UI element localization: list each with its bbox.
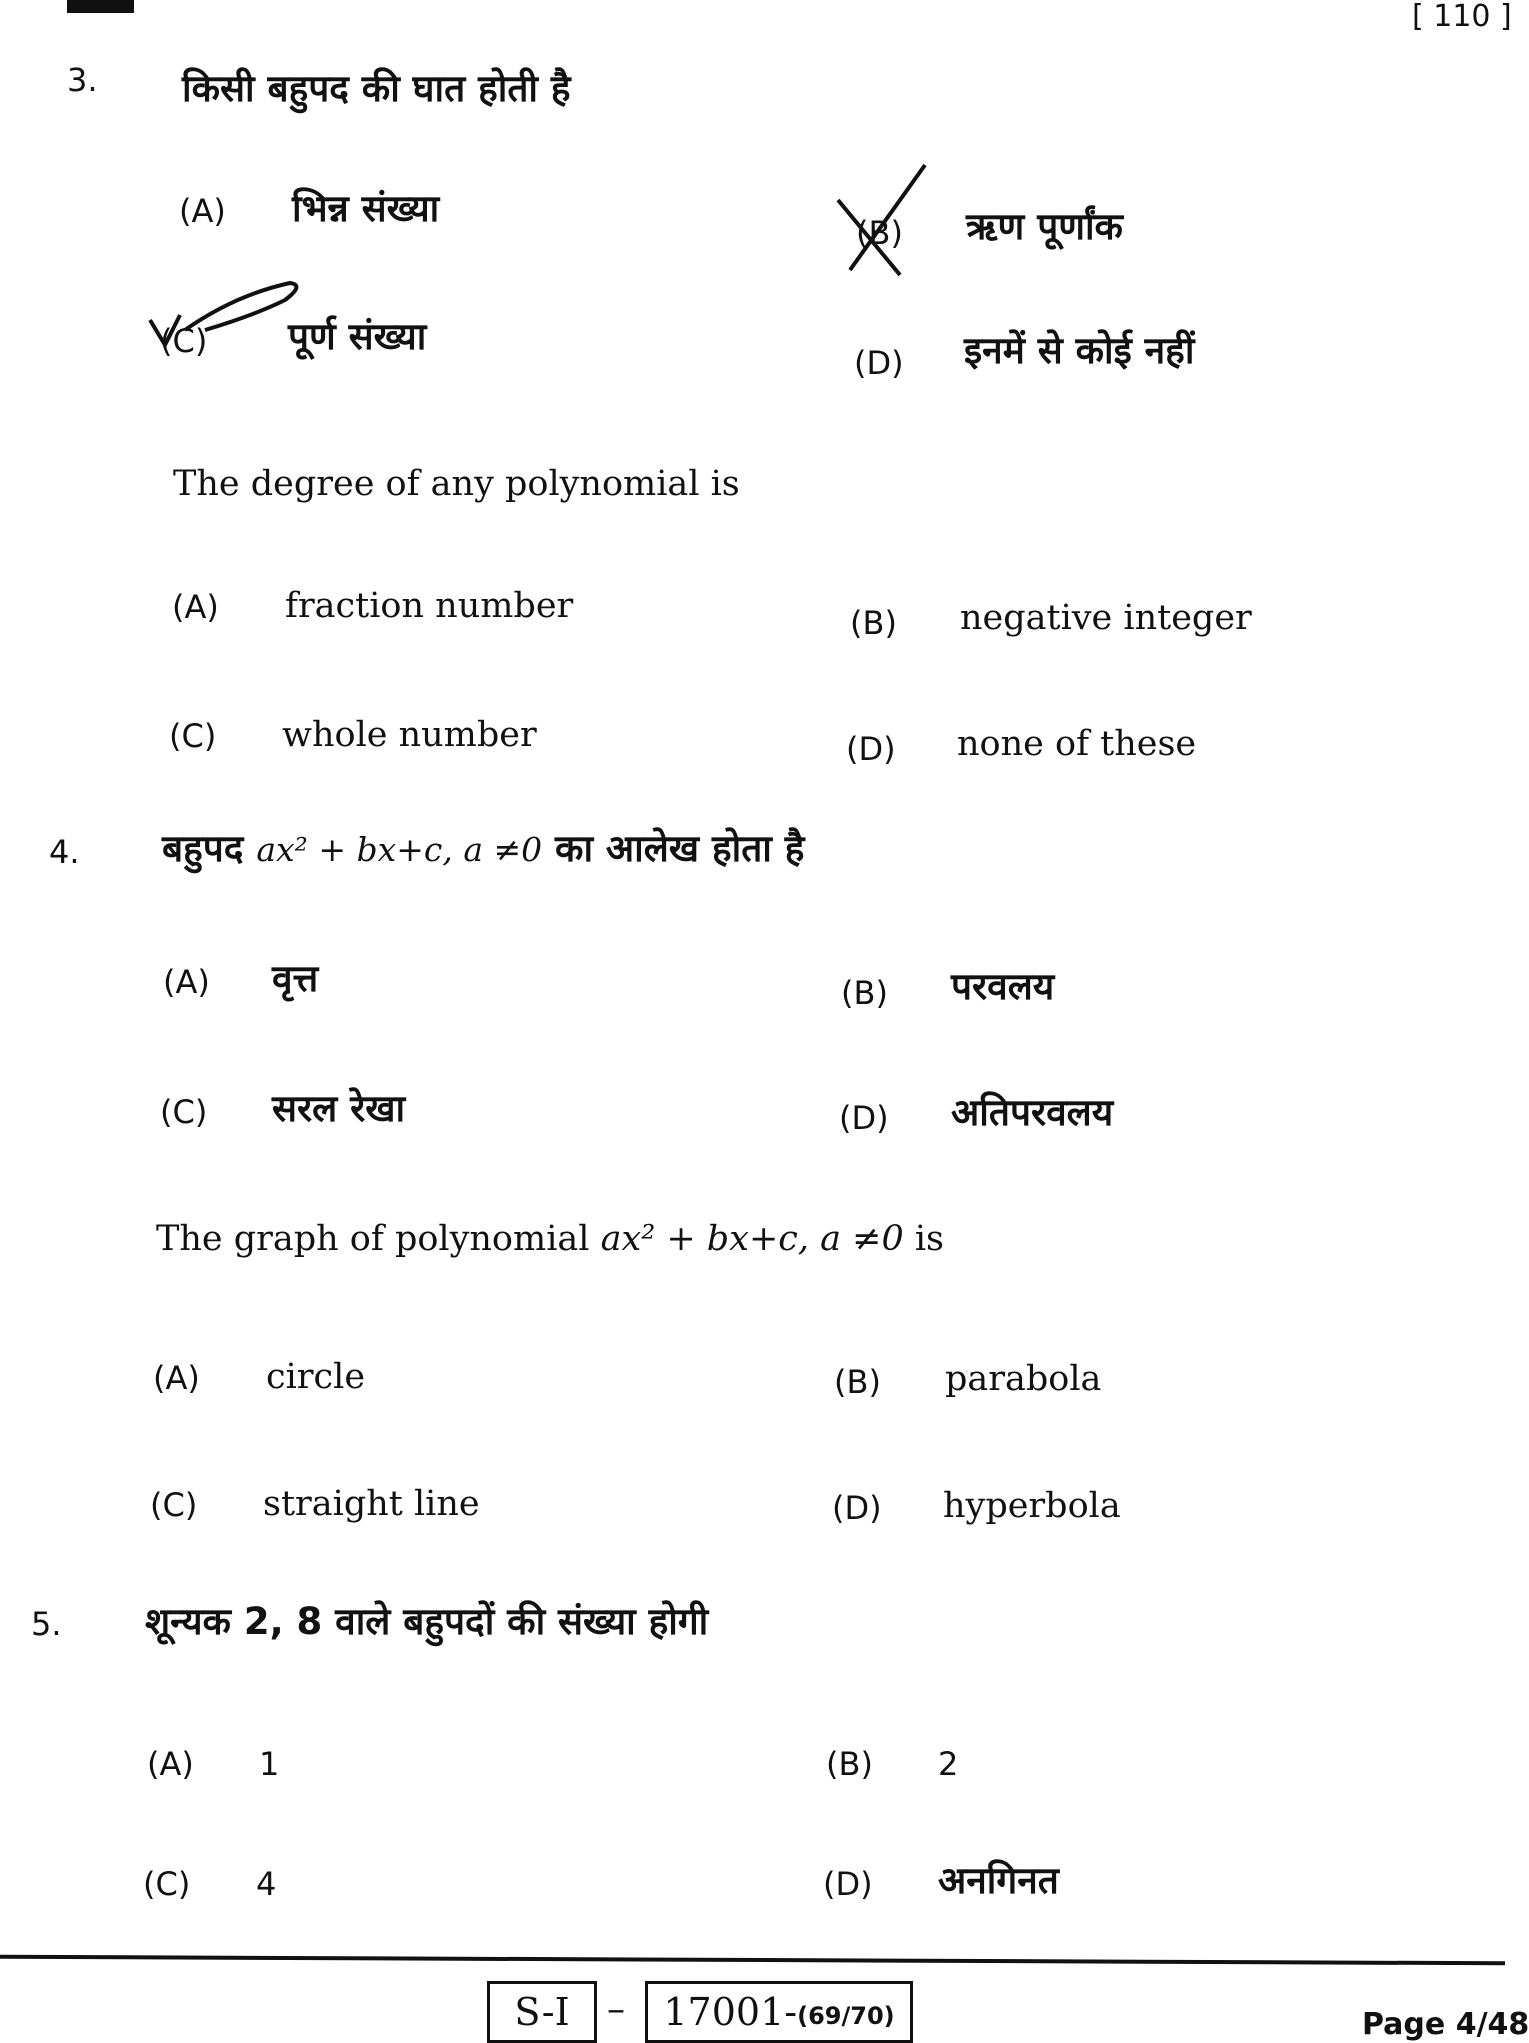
question-3-number: 3. <box>67 61 98 99</box>
question-4-hindi <box>162 827 805 870</box>
q3-en-option-a: fraction number <box>285 586 574 626</box>
question-4-number: 4. <box>49 833 80 871</box>
q4-en-option-a: circle <box>266 1357 366 1397</box>
q5-option-d-label: (D) <box>823 1865 873 1903</box>
question-3-english: The degree of any polynomial is <box>173 464 740 504</box>
q4-hindi-suffix: का आलेख होता है <box>555 827 805 870</box>
q4-hi-option-a-label: (A) <box>163 963 210 1001</box>
q3-hi-option-d: इनमें से कोई नहीं <box>964 329 1195 372</box>
q4-hi-option-c: सरल रेखा <box>272 1087 406 1130</box>
q4-hindi-prefix: बहुपद <box>162 827 244 870</box>
q3-en-option-d: none of these <box>957 724 1197 764</box>
q3-hi-option-c: पूर्ण संख्या <box>288 315 427 358</box>
q5-option-a-label: (A) <box>147 1745 194 1783</box>
q4-en-option-b-label: (B) <box>834 1363 881 1401</box>
q3-en-option-c: whole number <box>282 715 537 755</box>
q5-option-a: 1 <box>259 1745 280 1783</box>
q5-option-b: 2 <box>938 1745 959 1783</box>
paper-code-suffix: (69/70) <box>797 2002 895 2030</box>
q3-en-option-a-label: (A) <box>172 588 219 626</box>
q4-hi-option-a: वृत्त <box>272 957 319 1000</box>
q4-en-option-b: parabola <box>945 1359 1102 1399</box>
paper-code-box <box>645 1981 913 2043</box>
q5-option-d: अनगिनत <box>938 1859 1059 1902</box>
q3-en-option-c-label: (C) <box>169 717 217 755</box>
q4-english-suffix: is <box>914 1219 945 1259</box>
footer-dash: – <box>607 1989 625 2030</box>
q3-en-option-b: negative integer <box>960 598 1252 638</box>
q3-hi-option-b-label: (B) <box>856 214 903 252</box>
q3-hi-option-d-label: (D) <box>854 344 904 382</box>
handwritten-cross-mark <box>830 160 940 280</box>
question-4-english <box>156 1219 945 1259</box>
q4-hi-option-b-label: (B) <box>841 974 888 1012</box>
q4-en-option-c: straight line <box>263 1484 480 1524</box>
q4-expression: ax² + bx+c, a ≠0 <box>256 830 543 869</box>
q4-en-option-c-label: (C) <box>150 1486 198 1524</box>
q3-hi-option-c-label: (C) <box>160 322 208 360</box>
handwritten-tick-mark <box>145 275 305 360</box>
q4-hi-option-c-label: (C) <box>160 1093 208 1131</box>
question-3-hindi: किसी बहुपद की घात होती है <box>182 67 571 110</box>
scan-black-mark <box>67 0 134 13</box>
page-marker: [ 110 ] <box>1412 0 1512 34</box>
question-5-hindi: शून्यक 2, 8 वाले बहुपदों की संख्या होगी <box>145 1600 709 1643</box>
question-5-number: 5. <box>31 1605 62 1643</box>
q4-en-option-d-label: (D) <box>832 1489 882 1527</box>
q3-en-option-b-label: (B) <box>850 604 897 642</box>
q4-hi-option-b: परवलय <box>951 965 1055 1008</box>
q4-hi-option-d-label: (D) <box>839 1099 889 1137</box>
q3-hi-option-a: भिन्न संख्या <box>292 187 440 230</box>
page-number: Page 4/48 <box>1362 2007 1529 2042</box>
q4-expression-english: ax² + bx+c, a ≠0 <box>600 1219 904 1259</box>
series-code: S-I <box>514 1990 570 2034</box>
series-box <box>487 1981 597 2043</box>
q5-option-c: 4 <box>256 1865 277 1903</box>
q3-en-option-d-label: (D) <box>846 730 896 768</box>
q3-hi-option-a-label: (A) <box>179 192 226 230</box>
q4-english-prefix: The graph of polynomial <box>156 1219 590 1259</box>
footer-rule <box>0 1955 1505 1966</box>
paper-code: 17001- <box>663 1990 798 2034</box>
q4-en-option-a-label: (A) <box>153 1359 200 1397</box>
q4-en-option-d: hyperbola <box>943 1486 1121 1526</box>
q3-hi-option-b: ऋण पूर्णांक <box>966 205 1123 248</box>
q5-option-b-label: (B) <box>826 1745 873 1783</box>
q4-hi-option-d: अतिपरवलय <box>951 1091 1114 1134</box>
q5-option-c-label: (C) <box>143 1865 191 1903</box>
